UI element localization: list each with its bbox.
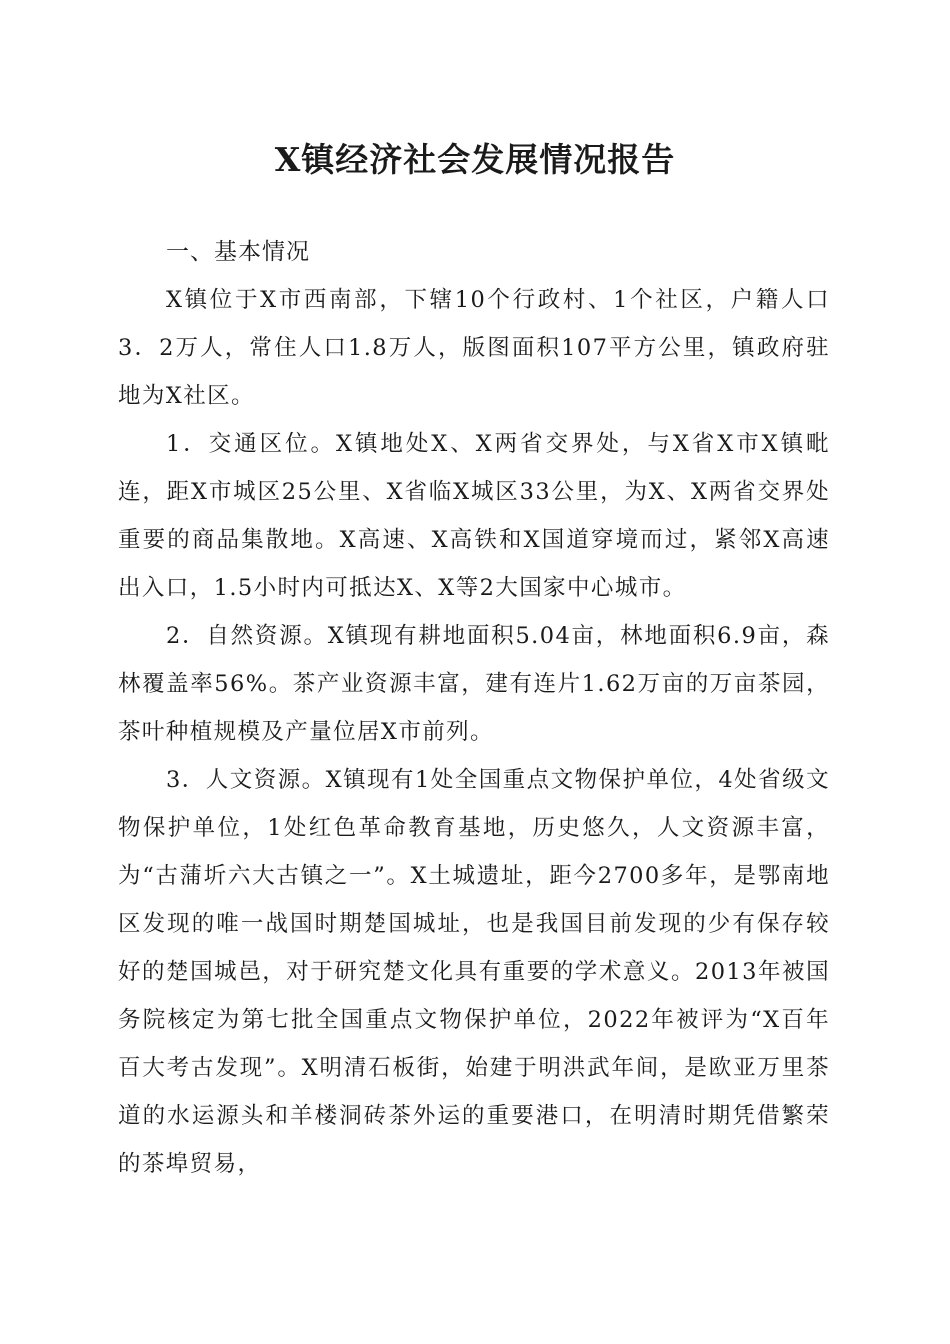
paragraph-transport-location: 1．交通区位。X镇地处X、X两省交界处，与X省X市X镇毗连，距X市城区25公里、X省临X城区33公里，为X、X两省交界处重要的商品集散地。X高速、X高铁和X国道穿境而过，紧邻X高速出入口，1.5小时内可抵达X、X等2大国家中心城市。 — [118, 431, 830, 601]
document-body — [118, 228, 830, 1188]
paragraph-overview: X镇位于X市西南部，下辖10个行政村、1个社区，户籍人口3．2万人，常住人口1.8万人，版图面积107平方公里，镇政府驻地为X社区。 — [118, 287, 830, 409]
section-heading: 一、基本情况 — [166, 239, 310, 265]
document-title: X镇经济社会发展情况报告 — [274, 140, 676, 179]
paragraph-cultural-resources: 3．人文资源。X镇现有1处全国重点文物保护单位，4处省级文物保护单位，1处红色革命教育基地，历史悠久，人文资源丰富，为“古蒲圻六大古镇之一”。X土城遗址，距今2700多年，是鄂南地区发现的唯一战国时期楚国城址，也是我国目前发现的少有保存较好的楚国城邑，对于研究楚文化具有重要的学术意义。2013年被国务院核定为第七批全国重点文物保护单位，2022年被评为“X百年百大考古发现”。X明清石板街，始建于明洪武年间，是欧亚万里茶道的水运源头和羊楼洞砖茶外运的重要港口，在明清时期凭借繁荣的茶埠贸易， — [118, 767, 830, 1177]
paragraph-natural-resources: 2．自然资源。X镇现有耕地面积5.04亩，林地面积6.9亩，森林覆盖率56%。茶产业资源丰富，建有连片1.62万亩的万亩茶园，茶叶种植规模及产量位居X市前列。 — [118, 623, 830, 745]
